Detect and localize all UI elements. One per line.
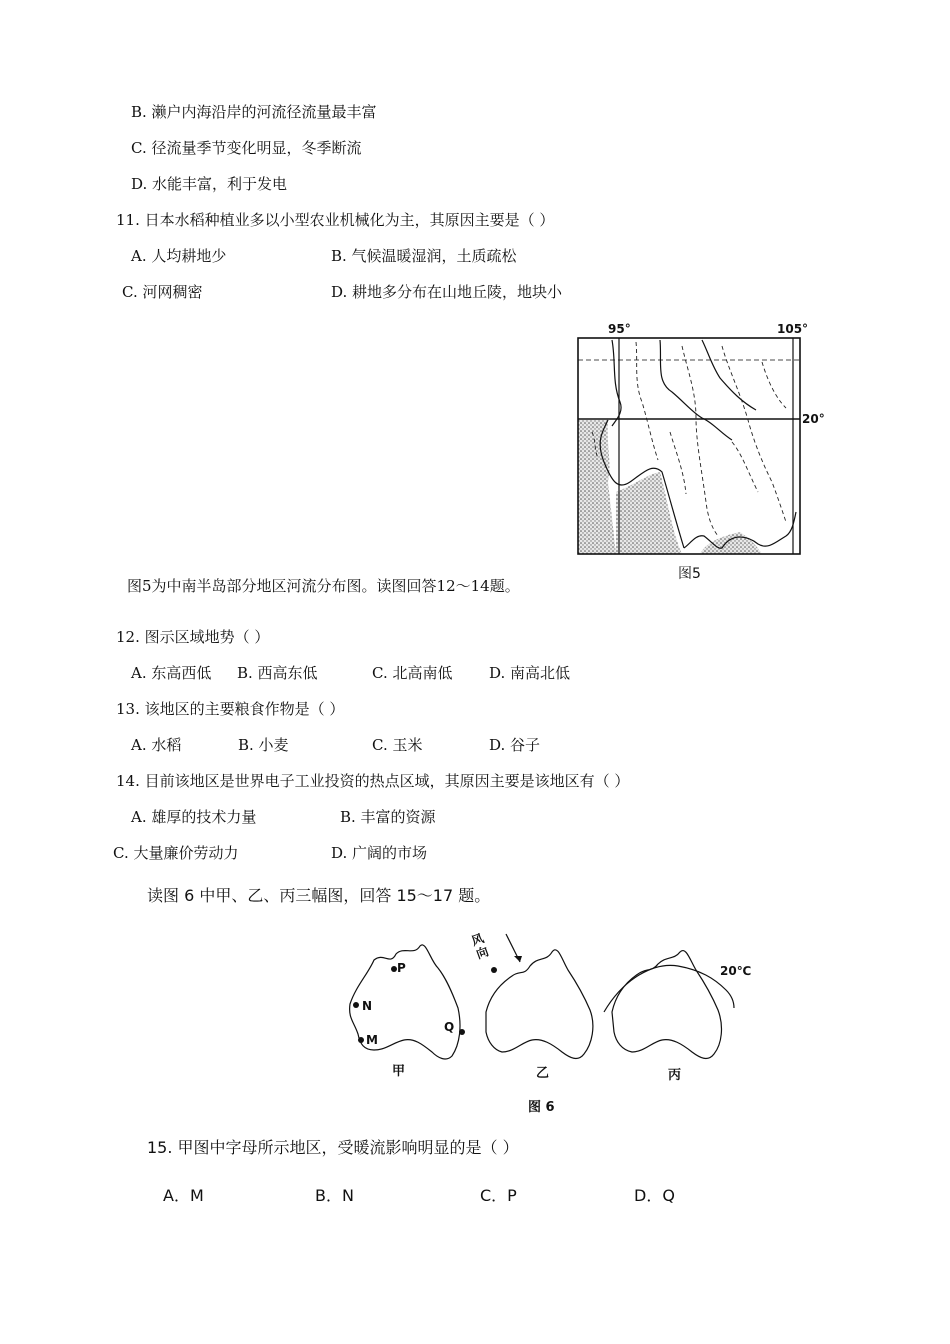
q14-stem: 14. 目前该地区是世界电子工业投资的热点区域，其原因主要是该地区有（ ） (116, 772, 630, 790)
q13-option-d: D. 谷子 (489, 736, 541, 754)
point-p: P (397, 961, 406, 975)
q15-stem: 15. 甲图中字母所示地区，受暖流影响明显的是（ ） (147, 1138, 519, 1157)
q13-stem: 13. 该地区的主要粮食作物是（ ） (116, 700, 345, 718)
q11-option-b: B. 气候温暖湿润，土质疏松 (331, 247, 517, 265)
q11-option-a: A. 人均耕地少 (131, 247, 227, 265)
fig6-caption: 图 6 (528, 1100, 555, 1115)
q15-option-b: B．N (315, 1186, 354, 1205)
q13-option-c: C. 玉米 (372, 736, 423, 754)
q15-option-c: C．P (480, 1186, 517, 1205)
q12-option-a: A. 东高西低 (131, 664, 212, 682)
map-yi-label: 乙 (536, 1066, 550, 1081)
figure-5-map (572, 322, 832, 584)
q12-option-b: B. 西高东低 (237, 664, 318, 682)
q10-option-d: D. 水能丰富，利于发电 (131, 175, 288, 193)
intro-15-17: 读图 6 中甲、乙、丙三幅图，回答 15～17 题。 (147, 886, 491, 905)
q12-option-c: C. 北高南低 (372, 664, 453, 682)
map-bing-label: 丙 (668, 1068, 682, 1083)
q11-stem: 11. 日本水稻种植业多以小型农业机械化为主，其原因主要是（ ） (116, 211, 555, 229)
isotherm-20c-label: 20℃ (720, 964, 752, 978)
q15-option-a: A．M (163, 1186, 204, 1205)
q12-stem: 12. 图示区域地势（ ） (116, 628, 270, 646)
fig5-caption: 图5 (678, 566, 701, 582)
point-m: M (366, 1033, 378, 1047)
q14-option-a: A. 雄厚的技术力量 (131, 808, 257, 826)
wind-direction-label: 风向 (469, 931, 491, 962)
q13-option-a: A. 水稻 (131, 736, 182, 754)
q10-option-b: B. 濑户内海沿岸的河流径流量最丰富 (131, 103, 377, 121)
q14-option-d: D. 广阔的市场 (331, 844, 428, 862)
q11-option-c: C. 河网稠密 (122, 283, 203, 301)
point-n: N (362, 999, 373, 1013)
map-jia-label: 甲 (392, 1064, 406, 1079)
q13-option-b: B. 小麦 (238, 736, 289, 754)
q15-option-d: D．Q (634, 1186, 675, 1205)
fig5-lon-95: 95° (608, 322, 631, 336)
intro-12-14: 图5为中南半岛部分地区河流分布图。读图回答12～14题。 (127, 577, 520, 595)
fig5-lat-20: 20° (802, 412, 825, 426)
q10-option-c: C. 径流量季节变化明显，冬季断流 (131, 139, 362, 157)
q11-option-d: D. 耕地多分布在山地丘陵，地块小 (331, 283, 563, 301)
fig5-lon-105: 105° (777, 322, 809, 336)
point-q: Q (444, 1020, 455, 1034)
figure-6-maps (334, 926, 754, 1116)
q14-option-c: C. 大量廉价劳动力 (113, 844, 239, 862)
q14-option-b: B. 丰富的资源 (340, 808, 436, 826)
q12-option-d: D. 南高北低 (489, 664, 571, 682)
